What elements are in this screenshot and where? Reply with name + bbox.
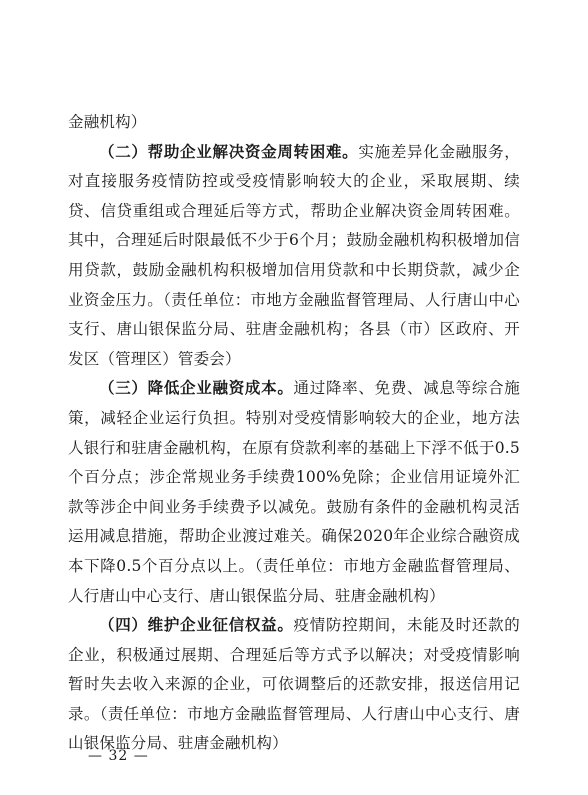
document-body [68, 108, 520, 759]
page-number: — 32 — [88, 748, 149, 764]
paragraph-text: 疫情防控期间，未能及时还款的企业，积极通过展期、合理延后等方式予以解决；对受疫情影响暂时失去收入来源的企业，可依调整后的还款安排，报送信用记录。（责任单位：市地方金融监督管理局、人行唐山中心支行、唐山银保监分局、驻唐金融机构） [68, 616, 520, 753]
section-heading-2: （二）帮助企业解决资金周转困难。 [99, 142, 359, 161]
section-heading-4: （四）维护企业征信权益。 [99, 616, 294, 635]
paragraph-text: 通过降率、免费、减息等综合施策，减轻企业运行负担。特别对受疫情影响较大的企业，地方法人银行和驻唐金融机构，在原有贷款利率的基础上下浮不低于0.5个百分点；涉企常规业务手续费100%免除；企业信用证境外汇款等涉企中间业务手续费予以减免。鼓励有条件的金融机构灵活运用减息措施，帮助企业渡过难关。确保2020年企业综合融资成本下降0.5个百分点以上。（责任单位：市地方金融监督管理局、人行唐山中心支行、唐山银保监分局、驻唐金融机构） [68, 379, 520, 605]
paragraph-section-4 [68, 611, 520, 759]
paragraph-continuation [68, 108, 520, 138]
paragraph-section-2 [68, 138, 520, 375]
paragraph-section-3 [68, 374, 520, 611]
paragraph-text: 实施差异化金融服务，对直接服务疫情防控或受疫情影响较大的企业，采取展期、续贷、信贷重组或合理延后等方式，帮助企业解决资金周转困难。其中，合理延后时限最低不少于6个月；鼓励金融机构积极增加信用贷款，鼓励金融机构积极增加信用贷款和中长期贷款，减少企业资金压力。（责任单位：市地方金融监督管理局、人行唐山中心支行、唐山银保监分局、驻唐金融机构；各县（市）区政府、开发区（管理区）管委会） [68, 142, 520, 368]
section-heading-3: （三）降低企业融资成本。 [99, 379, 294, 398]
paragraph-text: 金融机构） [68, 113, 147, 131]
